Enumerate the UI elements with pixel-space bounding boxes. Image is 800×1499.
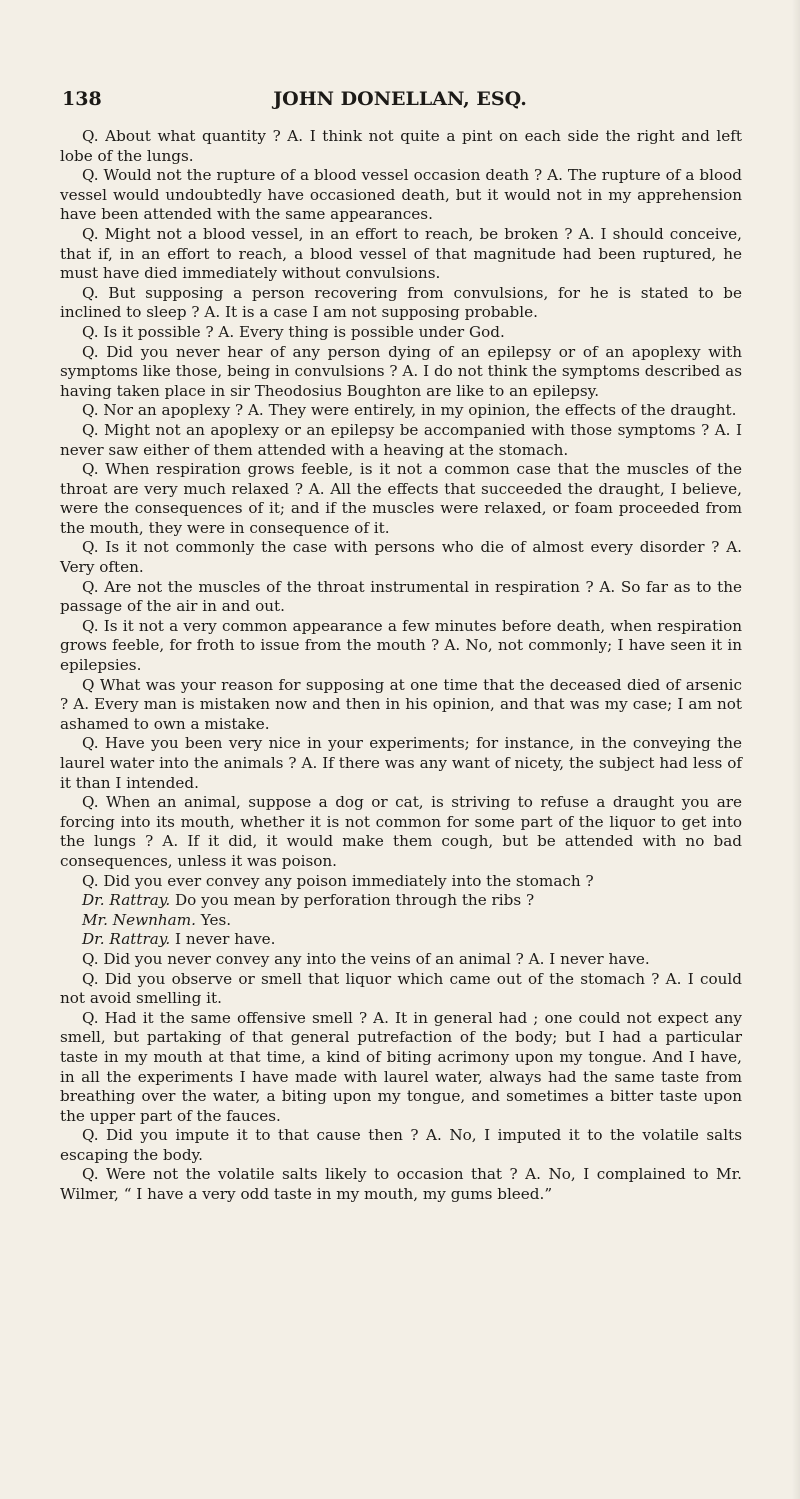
paragraph: Q. Did you ever convey any poison immediately into the stomach ? <box>82 871 594 890</box>
paragraph: Q. Is it possible ? A. Every thing is possible under God. <box>82 322 505 341</box>
paragraph: Q. Would not the rupture of a blood vessel occasion death ? A. The rupture of a blood vessel would undoubtedly have occasioned death, but it would not in my apprehension have been attended with the same appearances. <box>60 166 742 224</box>
paragraph: Q. Nor an apoplexy ? A. They were entirely, in my opinion, the effects of the draught. <box>82 401 737 420</box>
page-number: 138 <box>62 88 102 110</box>
paragraph: Q. Did you never hear of any person dying of an epilepsy or of an apoplexy with symptoms like those, being in convulsions ? A. I do not think the symptoms described as having taken place in sir Theodosius Boughton are like to an epilepsy. <box>60 342 742 400</box>
paragraph: Q. Might not an apoplexy or an epilepsy be accompanied with those symptoms ? A. I never saw either of them attended with a heaving at the stomach. <box>60 420 742 459</box>
paragraph: Q. About what quantity ? A. I think not quite a pint on each side the right and left lobe of the lungs. <box>60 127 742 165</box>
paragraph: Q. Did you impute it to that cause then ? A. No, I imputed it to the volatile salts escaping the body. <box>60 1126 742 1164</box>
dialogue-text: I never have. <box>175 930 276 949</box>
paragraph: Q. Had it the same offensive smell ? A. It in general had ; one could not expect any smell, but partaking of that general putrefaction of the body; but I had a particular taste in my mouth at that time, a kind of biting acrimony upon my tongue. And I have, in all the experiments I have made with laurel water, always had the same taste from breathing over the water, a biting upon my tongue, and sometimes a bitter taste upon the upper part of the fauces. <box>60 1008 742 1125</box>
paragraph: Q. When an animal, suppose a dog or cat, is striving to refuse a draught you are forcing into its mouth, whether it is not common for some part of the liquor to get into the lungs ? A. If it did, it would make them cough, but be attended with no bad consequences, unless it was poison. <box>60 793 742 870</box>
running-head <box>62 88 738 112</box>
paragraph: Q. Are not the muscles of the throat instrumental in respiration ? A. So far as to the passage of the air in and out. <box>60 577 742 616</box>
paragraph: Q What was your reason for supposing at one time that the deceased died of arsenic ? A. Every man is mistaken now and then in his opinion, and that was my case; I am not ashamed to own a mistake. <box>60 675 742 733</box>
dialogue-line <box>60 891 742 911</box>
paragraph: Q. When respiration grows feeble, is it not a common case that the muscles of the throat are very much relaxed ? A. All the effects that succeeded the draught, I believe, were the consequences of it; and if the muscles were relaxed, or foam proceeded from the mouth, they were in consequence of it. <box>60 460 742 537</box>
paragraph: Q. Might not a blood vessel, in an effort to reach, be broken ? A. I should conceive, that if, in an effort to reach, a blood vessel of that magnitude had been ruptured, he must have died immediately without convulsions. <box>60 224 742 283</box>
paragraph: Q. Is it not a very common appearance a few minutes before death, when respiration grows feeble, for froth to issue from the mouth ? A. No, not commonly; I have seen it in epilepsies. <box>60 616 742 675</box>
speaker-label: Mr. Newnham. <box>82 910 196 929</box>
paragraph: Q. But supposing a person recovering from convulsions, for he is stated to be inclined to sleep ? A. It is a case I am not supposing probable. <box>60 283 742 322</box>
paragraph: Q. Is it not commonly the case with persons who die of almost every disorder ? A. Very often. <box>60 538 742 577</box>
speaker-label: Dr. Rattray. <box>82 891 171 910</box>
paragraph: Q. Did you never convey any into the veins of an animal ? A. I never have. <box>82 949 650 968</box>
scan-edge-shadow <box>792 0 800 1499</box>
speaker-label: Dr. Rattray. <box>82 930 171 949</box>
dialogue-text: Yes. <box>200 910 232 929</box>
running-title: JOHN DONELLAN, ESQ. <box>273 88 527 110</box>
paragraph: Q. Have you been very nice in your experiments; for instance, in the conveying the laurel water into the animals ? A. If there was any want of nicety, the subject had less of it than I intended. <box>60 734 742 792</box>
page-body <box>60 127 742 1205</box>
dialogue-line <box>60 930 742 950</box>
dialogue-line <box>60 911 742 931</box>
paragraph: Q. Were not the volatile salts likely to occasion that ? A. No, I complained to Mr. Wilmer, “ I have a very odd taste in my mouth, my gums bleed.” <box>60 1165 742 1204</box>
dialogue-text: Do you mean by perforation through the ribs ? <box>175 891 535 910</box>
paragraph: Q. Did you observe or smell that liquor which came out of the stomach ? A. I could not avoid smelling it. <box>60 969 742 1008</box>
